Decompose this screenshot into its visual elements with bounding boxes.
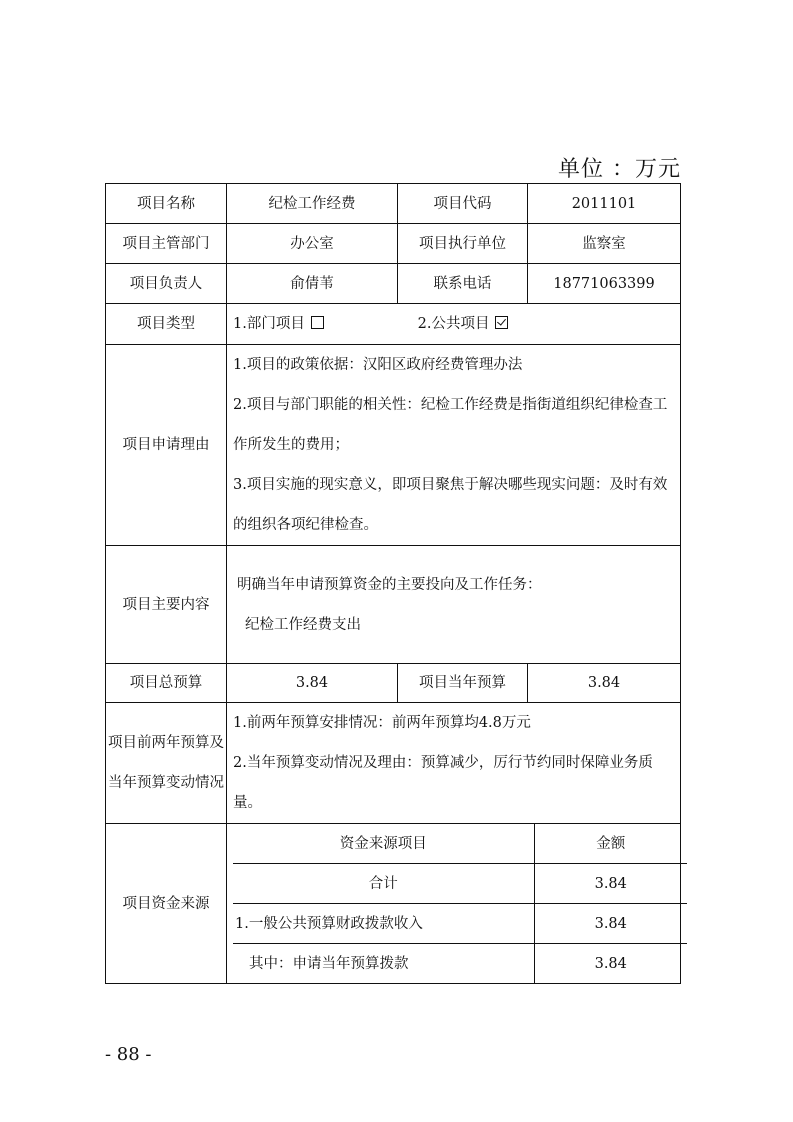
type-option-public xyxy=(418,314,509,334)
leader-label: 项目负责人 xyxy=(106,264,227,304)
phone-value: 18771063399 xyxy=(528,264,681,304)
type-option-dept-label: 1.部门项目 xyxy=(233,316,305,332)
total-budget-value: 3.84 xyxy=(227,664,398,703)
unchecked-box-icon xyxy=(311,316,324,329)
row-budget-change xyxy=(106,703,681,824)
row-project-name xyxy=(106,184,681,224)
row-content xyxy=(106,546,681,664)
page-number: - 88 - xyxy=(105,1044,152,1065)
type-option-dept xyxy=(233,314,413,334)
row-fund-source xyxy=(106,824,681,984)
fund-amount: 3.84 xyxy=(534,904,687,944)
checked-box-icon xyxy=(495,316,508,329)
dept-label: 项目主管部门 xyxy=(106,224,227,264)
type-option-public-label: 2.公共项目 xyxy=(417,316,490,332)
fund-item: 其中：申请当年预算拨款 xyxy=(233,944,534,984)
fund-amount: 3.84 xyxy=(534,864,687,904)
total-budget-label: 项目总预算 xyxy=(106,664,227,703)
content-label: 项目主要内容 xyxy=(106,546,227,664)
reason-label: 项目申请理由 xyxy=(106,345,227,546)
fund-source-table xyxy=(233,824,687,983)
table-row xyxy=(233,904,687,944)
reason-paragraph-3: 3.项目实施的现实意义，即项目聚焦于解决哪些现实问题：及时有效的组织各项纪律检查。 xyxy=(233,477,668,533)
content-paragraph-1: 明确当年申请预算资金的主要投向及工作任务： xyxy=(237,576,542,593)
fund-header-amount: 金额 xyxy=(534,824,687,864)
fund-source-cell xyxy=(227,824,681,984)
exec-unit-label: 项目执行单位 xyxy=(398,224,528,264)
project-name-value: 纪检工作经费 xyxy=(227,184,398,224)
fund-source-label: 项目资金来源 xyxy=(106,824,227,984)
budget-change-label: 项目前两年预算及当年预算变动情况 xyxy=(106,703,227,824)
leader-value: 俞倩苇 xyxy=(227,264,398,304)
type-label: 项目类型 xyxy=(106,304,227,345)
fund-header-item: 资金来源项目 xyxy=(233,824,534,864)
unit-label: 单位 ：万元 xyxy=(558,157,681,182)
fund-item: 1.一般公共预算财政拨款收入 xyxy=(233,904,534,944)
budget-change-paragraph-1: 1.前两年预算安排情况：前两年预算均4.8万元 xyxy=(233,715,531,731)
fund-item: 合计 xyxy=(233,864,534,904)
table-row xyxy=(233,944,687,984)
year-budget-value: 3.84 xyxy=(528,664,681,703)
project-code-label: 项目代码 xyxy=(398,184,528,224)
exec-unit-value: 监察室 xyxy=(528,224,681,264)
reason-content xyxy=(227,345,681,546)
row-type xyxy=(106,304,681,345)
project-name-label: 项目名称 xyxy=(106,184,227,224)
row-dept xyxy=(106,224,681,264)
content-body xyxy=(227,546,681,664)
row-reason xyxy=(106,345,681,546)
row-budget xyxy=(106,664,681,703)
project-info-table xyxy=(105,183,681,984)
reason-paragraph-2: 2.项目与部门职能的相关性：纪检工作经费是指街道组织纪律检查工作所发生的费用； xyxy=(233,397,668,453)
reason-paragraph-1: 1.项目的政策依据：汉阳区政府经费管理办法 xyxy=(233,357,523,373)
fund-amount: 3.84 xyxy=(534,944,687,984)
budget-change-paragraph-2: 2.当年预算变动情况及理由：预算减少，厉行节约同时保障业务质量。 xyxy=(233,755,653,811)
table-row xyxy=(233,864,687,904)
type-options xyxy=(227,304,681,345)
budget-change-content xyxy=(227,703,681,824)
phone-label: 联系电话 xyxy=(398,264,528,304)
year-budget-label: 项目当年预算 xyxy=(398,664,528,703)
dept-value: 办公室 xyxy=(227,224,398,264)
row-leader xyxy=(106,264,681,304)
content-paragraph-2: 纪检工作经费支出 xyxy=(245,616,361,633)
project-code-value: 2011101 xyxy=(528,184,681,224)
fund-header-row xyxy=(233,824,687,864)
